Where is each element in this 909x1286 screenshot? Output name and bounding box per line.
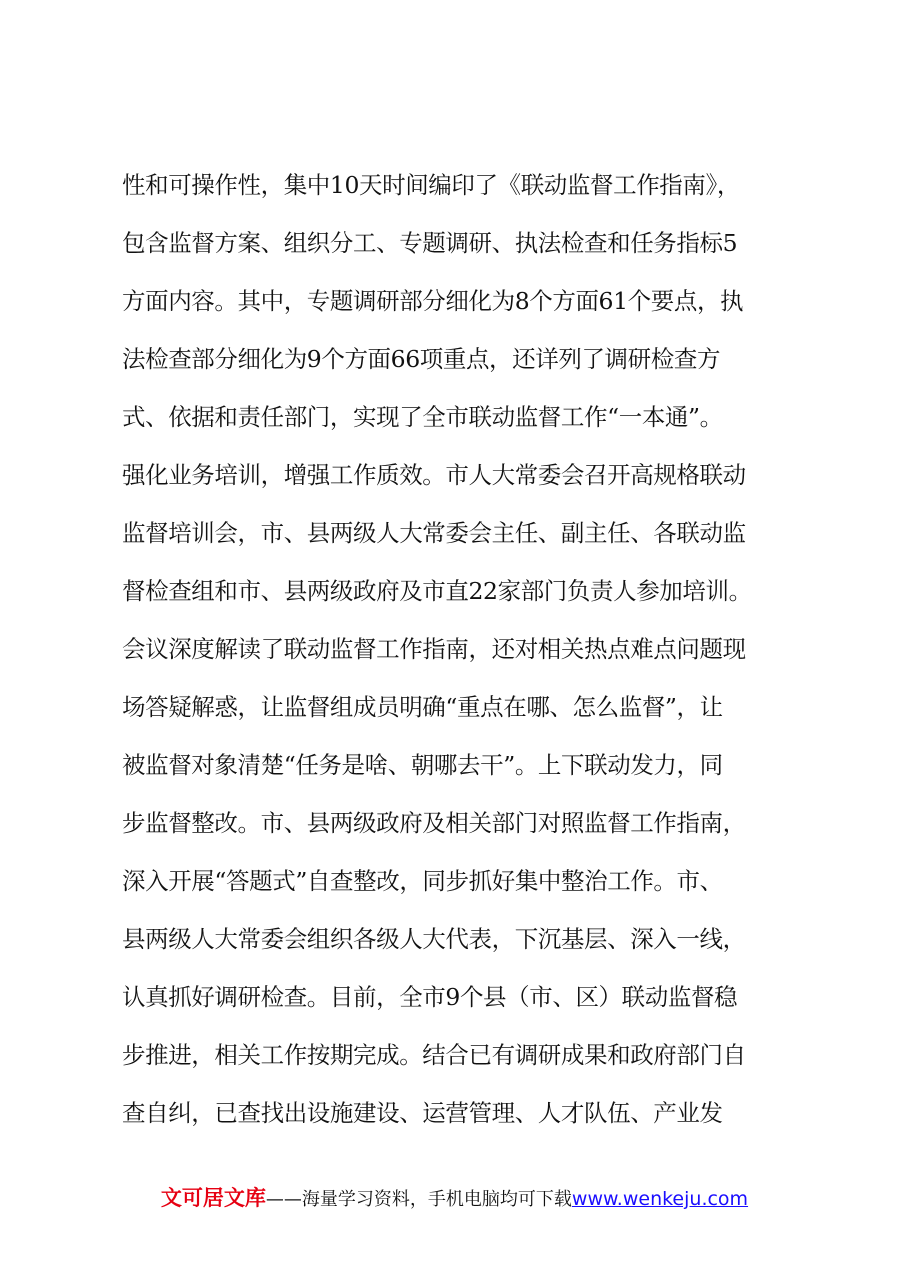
text-line: 方面内容。其中，专题调研部分细化为8个方面61个要点，执 xyxy=(122,287,744,315)
text-line: 被监督对象清楚“任务是啥、朝哪去干”。上下联动发力，同 xyxy=(122,751,723,779)
footer-slogan: 海量学习资料，手机电脑均可下载 xyxy=(301,1189,572,1210)
text-line: 式、依据和责任部门，实现了全市联动监督工作“一本通”。 xyxy=(122,403,723,431)
brand-name: 文可居文库 xyxy=(160,1186,266,1210)
text-line: 步推进，相关工作按期完成。结合已有调研成果和政府部门自 xyxy=(122,1041,746,1069)
text-line: 深入开展“答题式”自查整改，同步抓好集中整治工作。市、 xyxy=(122,867,723,895)
text-line: 性和可操作性，集中10天时间编印了《联动监督工作指南》， xyxy=(122,171,740,199)
text-line: 法检查部分细化为9个方面66项重点，还详列了调研检查方 xyxy=(122,345,721,373)
footer-dash: —— xyxy=(265,1189,302,1210)
text-line: 会议深度解读了联动监督工作指南，还对相关热点难点问题现 xyxy=(122,635,746,663)
text-line: 场答疑解惑，让监督组成员明确“重点在哪、怎么监督”，让 xyxy=(122,693,723,721)
text-line: 查自纠，已查找出设施建设、运营管理、人才队伍、产业发 xyxy=(122,1099,723,1127)
body-text xyxy=(122,156,794,1142)
text-line: 督检查组和市、县两级政府及市直22家部门负责人参加培训。 xyxy=(122,577,752,605)
website-link[interactable]: www.wenkeju.com xyxy=(571,1188,749,1210)
text-line: 包含监督方案、组织分工、专题调研、执法检查和任务指标5 xyxy=(122,229,738,257)
text-line: 步监督整改。市、县两级政府及相关部门对照监督工作指南， xyxy=(122,809,746,837)
footer-banner xyxy=(0,1182,909,1212)
text-line: 县两级人大常委会组织各级人大代表，下沉基层、深入一线， xyxy=(122,925,746,953)
text-line: 认真抓好调研检查。目前，全市9个县（市、区）联动监督稳 xyxy=(122,983,738,1011)
text-line: 监督培训会，市、县两级人大常委会主任、副主任、各联动监 xyxy=(122,519,746,547)
text-line: 强化业务培训，增强工作质效。市人大常委会召开高规格联动 xyxy=(122,461,746,489)
